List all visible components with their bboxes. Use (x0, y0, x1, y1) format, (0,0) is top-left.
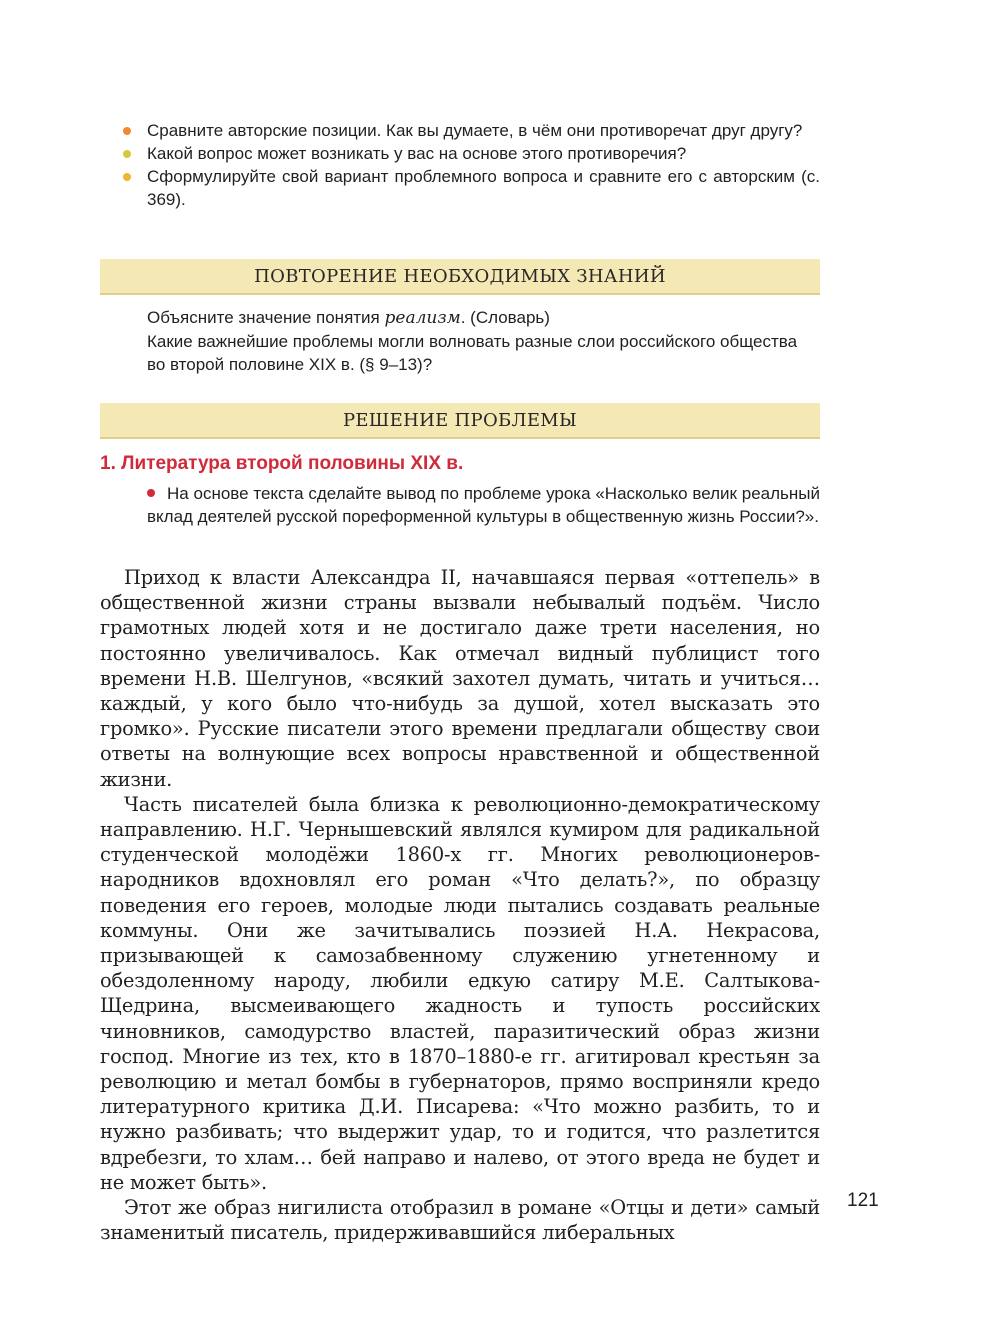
review-line-2: Какие важнейшие проблемы могли волновать разные слои российского общества во второй половине XIX в. (§ 9–13)? (147, 332, 798, 374)
review-block (147, 306, 820, 376)
paragraph: Этот же образ нигилиста отобразил в романе «Отцы и дети» самый знаменитый писатель, придерживавшийся либеральных (100, 1196, 820, 1245)
term-realism: реализм (384, 308, 461, 328)
paragraph: Приход к власти Александра II, начавшаяся первая «оттепель» в общественной жизни страны вызвали небывалый подъём. Число грамотных людей хотя и не достигало даже трети населения, но постоянно увеличивалось. Как отмечал видный публицист того времени Н.В. Шелгунов, «всякий захотел думать, читать и учиться… каждый, у кого было что-нибудь за душой, хотел высказать это громко». Русские писатели этого времени предлагали обществу свои ответы на волнующие всех вопросы нравственной и общественной жизни. (100, 566, 820, 791)
solution-heading: РЕШЕНИЕ ПРОБЛЕМЫ (100, 403, 820, 439)
paragraph: Часть писателей была близка к революционно-демократическому направлению. Н.Г. Чернышевский являлся кумиром для радикальной студенческой молодёжи 1860-х гг. Многих революционеров-народников вдохновлял его роман «Что делать?», по образцу поведения его героев, молодые люди пытались создавать реальные коммуны. Они же зачитывались поэзией Н.А. Некрасова, призывающей к самозабвенному служению угнетенному и обездоленному народу, любили едкую сатиру М.Е. Салтыкова-Щедрина, высмеивающего жадность и тупость российских чиновников, самодурство властей, паразитический образ жизни господ. Многие из тех, кто в 1870–1880-е гг. агитировал крестьян за революцию и метал бомбы в губернаторов, прямо восприняли кредо литературного критика Д.И. Писарева: «Что можно разбить, то и нужно разбивать; что выдержит удар, то и годится, что разлетится вдребезги, то хлам… бей направо и налево, от этого вреда не будет и не может быть». (100, 792, 820, 1194)
review-line-1: Объясните значение понятия реализм. (Словарь) (147, 308, 550, 328)
question-item: Сравните авторские позиции. Как вы думаете, в чём они противоречат друг другу? (120, 119, 820, 142)
question-list (120, 119, 820, 211)
page-number: 121 (847, 1190, 879, 1211)
task-block: На основе текста сделайте вывод по проблеме урока «Насколько велик реальный вклад деятелей русской пореформенной культуры в общественную жизнь России?». (147, 484, 820, 526)
main-text (100, 565, 820, 1245)
review-heading: ПОВТОРЕНИЕ НЕОБХОДИМЫХ ЗНАНИЙ (100, 259, 820, 295)
section-title: 1. Литература второй половины XIX в. (100, 453, 464, 474)
question-item: Какой вопрос может возникать у вас на основе этого противоречия? (120, 142, 820, 165)
orange-bullet-icon (123, 127, 131, 135)
red-bullet-icon (147, 489, 155, 497)
yellow-bullet-icon (123, 150, 131, 158)
yellow-bullet-icon (123, 173, 131, 181)
question-item: Сформулируйте свой вариант проблемного вопроса и сравните его с авторским (с. 369). (120, 165, 820, 211)
